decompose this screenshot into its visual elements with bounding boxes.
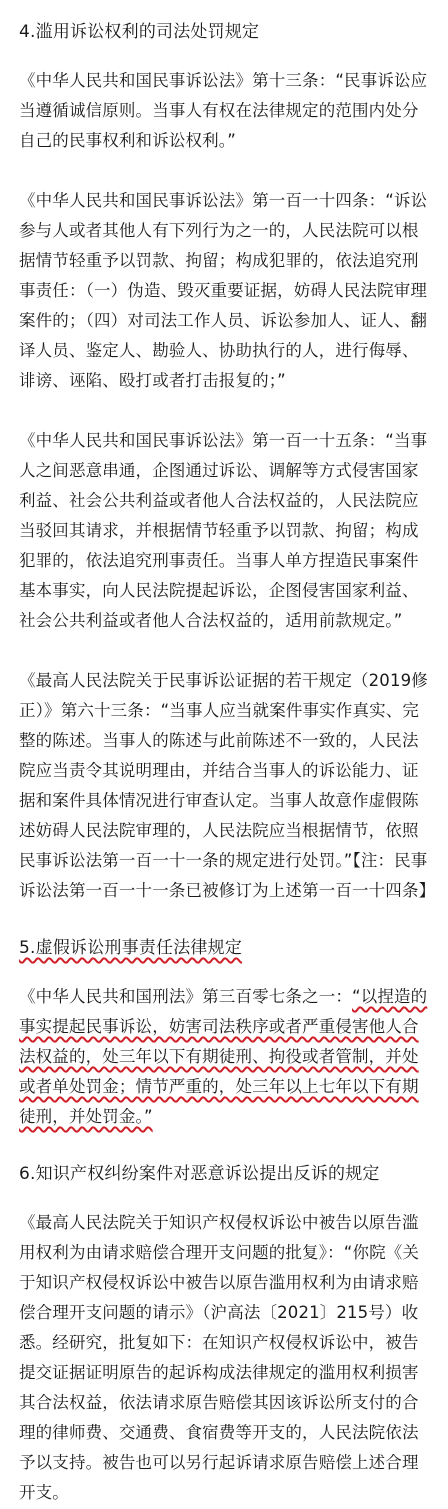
paragraph-criminal-law-art307-1 <box>19 982 434 1132</box>
paragraph-evidence-rules-art63: 《最高人民法院关于民事诉讼证据的若干规定（2019修正）》第六十三条：“当事人应当就案件事实作真实、完整的陈述。当事人的陈述与此前陈述不一致的，人民法院应当责令其说明理由，并结合当事人的诉讼能力、证据和案件具体情况进行审查认定。当事人故意作虚假陈述妨碍人民法院审理的，人民法院应当根据情节，依照民事诉讼法第一百一十一条的规定进行处罚。”【注：民事诉讼法第一百一十一条已被修订为上述第一百一十四条】 <box>19 671 436 900</box>
criminal-law-citation: 《中华人民共和国刑法》第三百零七条之一： <box>19 987 352 1006</box>
section-heading-6: 6.知识产权纠纷案件对恶意诉讼提出反诉的规定 <box>19 1164 380 1184</box>
paragraph-civil-procedure-art114: 《中华人民共和国民事诉讼法》第一百一十四条：“诉讼参与人或者其他人有下列行为之一的，人民法院可以根据情节轻重予以罚款、拘留；构成犯罪的，依法追究刑事责任：（一）伪造、毁灭重要证据，妨碍人民法院审理案件的；（四）对司法工作人员、诉讼参加人、证人、翻译人员、鉴定人、勘验人、协助执行的人，进行侮辱、诽谤、诬陷、殴打或者打击报复的；” <box>19 191 428 390</box>
paragraph-civil-procedure-art13: 《中华人民共和国民事诉讼法》第十三条：“民事诉讼应当遵循诚信原则。当事人有权在法律规定的范围内处分自己的民事权利和诉讼权利。” <box>19 71 428 150</box>
criminal-law-marked-text: “以捏造的事实提起民事诉讼，妨害司法秩序或者严重侵害他人合法权益的，处三年以下有期徒刑、拘役或者管制，并处或者单处罚金；情节严重的，处三年以上七年以下有期徒刑，并处罚金。” <box>19 987 428 1126</box>
heading-5-underlined: 5.虚假诉讼刑事责任法律规定 <box>19 938 243 958</box>
section-heading-5 <box>19 936 434 960</box>
paragraph-civil-procedure-art115: 《中华人民共和国民事诉讼法》第一百一十五条：“当事人之间恶意串通，企图通过诉讼、调解等方式侵害国家利益、社会公共利益或者他人合法权益的，人民法院应当驳回其请求，并根据情节轻重予以罚款、拘留；构成犯罪的，依法追究刑事责任。当事人单方捏造民事案件基本事实，向人民法院提起诉讼，企图侵害国家利益、社会公共利益或者他人合法权益的，适用前款规定。” <box>19 431 428 630</box>
section-heading-4: 4.滥用诉讼权利的司法处罚规定 <box>19 22 260 42</box>
paragraph-ip-reply: 《最高人民法院关于知识产权侵权诉讼中被告以原告滥用权利为由请求赔偿合理开支问题的批复》：“你院《关于知识产权侵权诉讼中被告以原告滥用权利为由请求赔偿合理开支问题的请示》（沪高法〔2021〕215号）收悉。经研究，批复如下：在知识产权侵权诉讼中，被告提交证据证明原告的起诉构成法律规定的滥用权利损害其合法权益，依法请求原告赔偿其因该诉讼所支付的合理的律师费、交通费、食宿费等开支的，人民法院依法予以支持。被告也可以另行起诉请求原告赔偿上述合理开支。 <box>19 1213 420 1502</box>
